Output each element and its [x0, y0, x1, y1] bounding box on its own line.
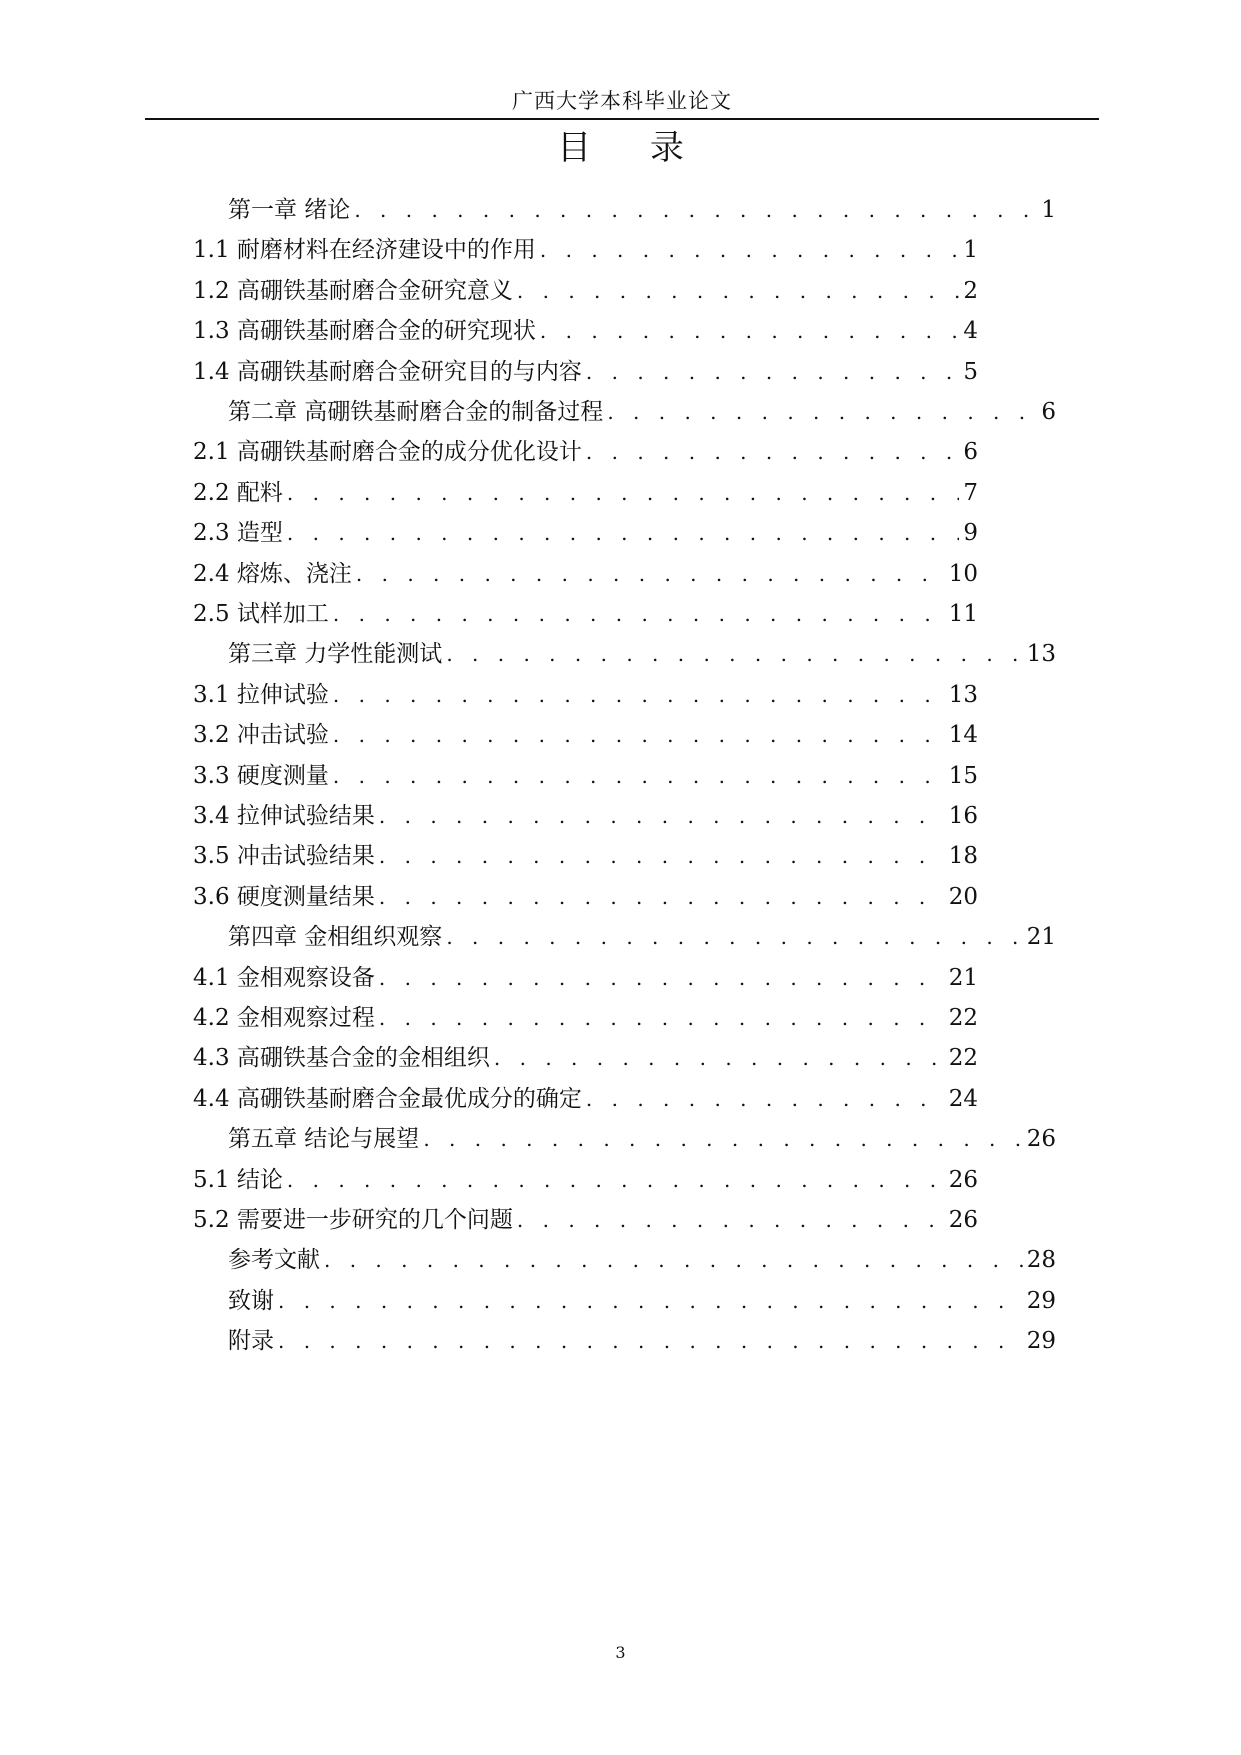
toc-entry-page: 22 [948, 1005, 978, 1031]
toc-entry-page: 1 [1041, 197, 1056, 223]
toc-chapter-entry[interactable] [228, 1119, 1056, 1159]
toc-dot-leader [333, 675, 945, 715]
toc-entry-page: 7 [963, 479, 978, 506]
toc-dot-leader [287, 473, 959, 513]
toc-entry-page: 29 [1026, 1328, 1056, 1355]
toc-dot-leader [517, 1200, 945, 1240]
toc-entry-page: 29 [1026, 1287, 1056, 1314]
page-number: 3 [615, 1643, 626, 1662]
toc-entry-label: 参考文献 [228, 1247, 320, 1274]
toc-entry-label: 3.3 硬度测量 [193, 762, 329, 789]
toc-entry-label: 5.2 需要进一步研究的几个问题 [193, 1207, 513, 1233]
toc-entry-page: 2 [963, 277, 978, 304]
toc-entry-page: 1 [963, 237, 978, 264]
running-header: 广西大学本科毕业论文 [512, 89, 732, 113]
toc-dot-leader [379, 877, 945, 917]
toc-entry-label: 2.5 试样加工 [193, 601, 329, 627]
toc-section-entry[interactable] [193, 877, 978, 917]
toc-entry-label: 4.3 高硼铁基合金的金相组织 [193, 1045, 490, 1072]
toc-dot-leader [517, 271, 959, 311]
toc-entry-label: 2.1 高硼铁基耐磨合金的成分优化设计 [193, 439, 582, 466]
toc-dot-leader [287, 513, 959, 553]
toc-entry-label: 5.1 结论 [193, 1166, 283, 1193]
toc-entry-page: 13 [1026, 641, 1056, 668]
toc-dot-leader [586, 1079, 945, 1119]
toc-chapter-entry[interactable] [228, 634, 1056, 674]
toc-dot-leader [379, 998, 945, 1038]
toc-entry-label: 4.2 金相观察过程 [193, 1005, 375, 1031]
toc-section-entry[interactable] [193, 594, 978, 634]
toc-dot-leader [607, 392, 1037, 432]
toc-entry-label: 4.4 高硼铁基耐磨合金最优成分的确定 [193, 1085, 582, 1112]
toc-entry-page: 20 [948, 883, 978, 910]
toc-section-entry[interactable] [193, 715, 978, 755]
toc-section-entry[interactable] [193, 311, 978, 351]
toc-section-entry[interactable] [193, 513, 978, 553]
toc-section-entry[interactable] [193, 271, 978, 311]
toc-entry-page: 21 [1026, 924, 1056, 951]
toc-entry-label: 附录 [228, 1328, 274, 1355]
toc-section-entry[interactable] [193, 352, 978, 392]
toc-dot-leader [278, 1281, 1023, 1321]
toc-entry-page: 22 [948, 1045, 978, 1072]
toc-section-entry[interactable] [193, 756, 978, 796]
toc-entry-label: 3.1 拉伸试验 [193, 681, 329, 708]
toc-entry-label: 第二章 高硼铁基耐磨合金的制备过程 [228, 399, 604, 425]
toc-entry-label: 致谢 [228, 1287, 274, 1314]
toc-entry-page: 6 [963, 439, 978, 466]
toc-entry-page: 24 [948, 1085, 978, 1112]
toc-dot-leader [586, 352, 959, 392]
toc-entry-page: 26 [948, 1207, 978, 1233]
toc-entry-page: 11 [948, 601, 978, 627]
toc-entry-label: 第四章 金相组织观察 [228, 924, 443, 951]
toc-section-entry[interactable] [193, 998, 978, 1038]
toc-entry-label: 3.2 冲击试验 [193, 722, 329, 749]
toc-dot-leader [446, 634, 1022, 674]
toc-entry-page: 16 [948, 803, 978, 829]
toc-dot-leader [379, 836, 945, 876]
toc-entry-label: 4.1 金相观察设备 [193, 964, 375, 991]
toc-entry-page: 18 [948, 843, 978, 870]
toc-dot-leader [423, 1119, 1022, 1159]
toc-dot-leader [540, 230, 959, 270]
toc-entry-page: 28 [1026, 1247, 1056, 1274]
toc-dot-leader [379, 796, 945, 836]
toc-entry-page: 10 [948, 560, 978, 587]
toc-section-entry[interactable] [193, 1200, 978, 1240]
toc-section-entry[interactable] [193, 230, 978, 270]
toc-section-entry[interactable] [193, 675, 978, 715]
toc-chapter-entry[interactable] [228, 1321, 1056, 1361]
toc-entry-page: 26 [948, 1166, 978, 1193]
toc-entry-label: 第三章 力学性能测试 [228, 641, 443, 668]
toc-section-entry[interactable] [193, 1038, 978, 1078]
toc-dot-leader [333, 715, 945, 755]
toc-dot-leader [540, 311, 959, 351]
toc-entry-page: 9 [963, 520, 978, 547]
toc-entry-page: 6 [1041, 399, 1056, 425]
toc-dot-leader [324, 1240, 1023, 1280]
toc-section-entry[interactable] [193, 473, 978, 513]
toc-entry-page: 26 [1026, 1126, 1056, 1153]
toc-section-entry[interactable] [193, 836, 978, 876]
toc-section-entry[interactable] [193, 1079, 978, 1119]
toc-title: 目 录 [557, 128, 708, 168]
toc-entry-label: 第五章 结论与展望 [228, 1126, 420, 1153]
toc-chapter-entry[interactable] [228, 1240, 1056, 1280]
toc-dot-leader [333, 594, 945, 634]
toc-entry-label: 2.3 造型 [193, 520, 283, 547]
toc-entry-label: 2.2 配料 [193, 479, 283, 506]
toc-section-entry[interactable] [193, 1160, 978, 1200]
toc-chapter-entry[interactable] [228, 917, 1056, 957]
toc-dot-leader [356, 554, 945, 594]
toc-entry-label: 2.4 熔炼、浇注 [193, 560, 352, 587]
toc-section-entry[interactable] [193, 796, 978, 836]
toc-dot-leader [494, 1038, 945, 1078]
toc-dot-leader [586, 432, 959, 472]
toc-dot-leader [446, 917, 1022, 957]
toc-chapter-entry[interactable] [228, 190, 1056, 230]
toc-dot-leader [333, 756, 945, 796]
toc-entry-page: 5 [963, 358, 978, 385]
toc-entry-label: 1.1 耐磨材料在经济建设中的作用 [193, 237, 536, 264]
toc-chapter-entry[interactable] [228, 1281, 1056, 1321]
toc-entry-label: 3.4 拉伸试验结果 [193, 803, 375, 829]
toc-entry-label: 1.4 高硼铁基耐磨合金研究目的与内容 [193, 358, 582, 385]
toc-entry-label: 3.5 冲击试验结果 [193, 843, 375, 870]
toc-entry-page: 14 [948, 722, 978, 749]
toc-entry-label: 3.6 硬度测量结果 [193, 883, 375, 910]
toc-dot-leader [379, 958, 945, 998]
toc-entry-page: 4 [963, 318, 978, 345]
toc-section-entry[interactable] [193, 432, 978, 472]
toc-dot-leader [354, 190, 1037, 230]
toc-entry-page: 13 [948, 681, 978, 708]
toc-dot-leader [278, 1321, 1023, 1361]
toc-dot-leader [287, 1160, 945, 1200]
toc-entry-page: 15 [948, 762, 978, 789]
toc-section-entry[interactable] [193, 958, 978, 998]
toc-entry-label: 1.3 高硼铁基耐磨合金的研究现状 [193, 318, 536, 345]
toc-entry-page: 21 [948, 964, 978, 991]
toc-entry-label: 1.2 高硼铁基耐磨合金研究意义 [193, 277, 513, 304]
toc-section-entry[interactable] [193, 554, 978, 594]
toc-chapter-entry[interactable] [228, 392, 1056, 432]
toc-entry-label: 第一章 绪论 [228, 197, 351, 223]
header-rule [145, 118, 1099, 120]
